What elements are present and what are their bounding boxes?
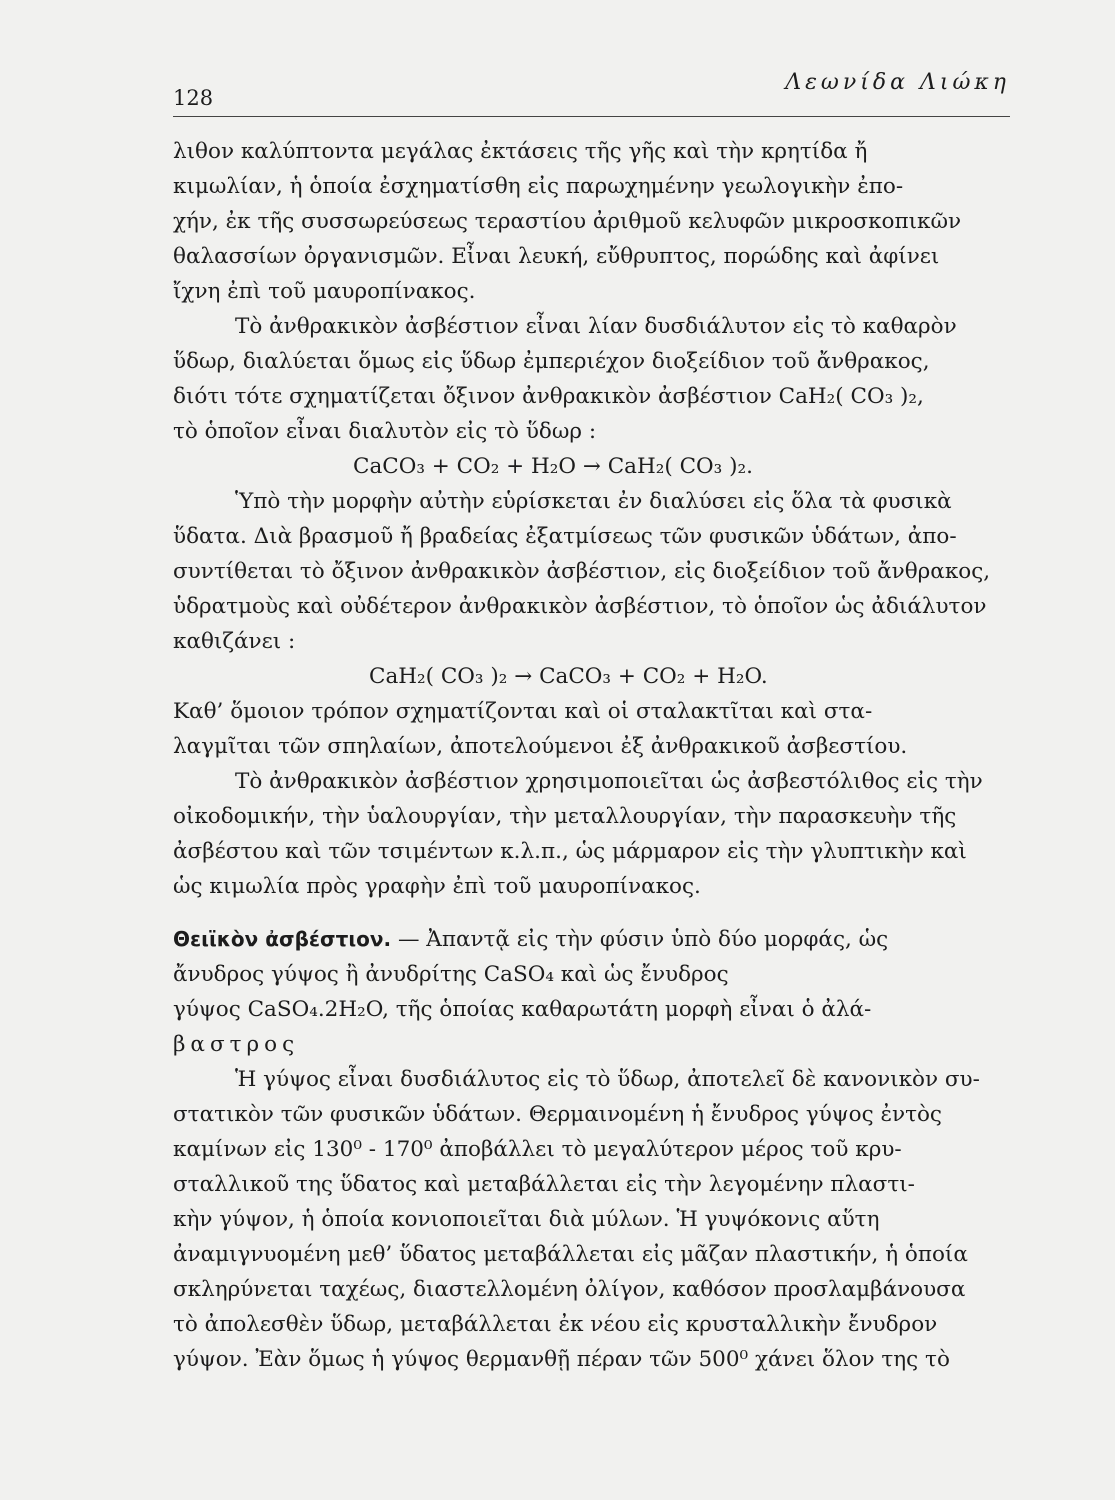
text-line: ὕδωρ, διαλύεται ὅμως εἰς ὕδωρ ἐμπεριέχον διοξείδιον τοῦ ἄνθρακος,: [173, 349, 930, 374]
section-heading: Θειϊκὸν ἀσβέστιον.: [173, 927, 392, 951]
text-line: τὸ ἀπολεσθὲν ὕδωρ, μεταβάλλεται ἐκ νέου εἰς κρυσταλλικὴν ἔνυδρον: [173, 1312, 938, 1337]
text-line: χήν, ἐκ τῆς συσσωρεύσεως τεραστίου ἀριθμοῦ κελυφῶν μικροσκοπικῶν: [173, 209, 962, 234]
text-line: Ἡ γύψος εἶναι δυσδιάλυτος εἰς τὸ ὕδωρ, ἀποτελεῖ δὲ κανονικὸν συ-: [235, 1067, 980, 1092]
text-line: τὸ ὁποῖον εἶναι διαλυτὸν εἰς τὸ ὕδωρ :: [173, 419, 597, 444]
text-line: συντίθεται τὸ ὄξινον ἀνθρακικὸν ἀσβέστιον, εἰς διοξείδιον τοῦ ἄνθρακος,: [173, 559, 991, 584]
chemical-equation: CaCO₃ + CO₂ + H₂O → CaH₂( CO₃ )₂.: [353, 454, 753, 479]
text-line: στατικὸν τῶν φυσικῶν ὑδάτων. Θερμαινομένη ἡ ἔνυδρος γύψος ἐντὸς: [173, 1102, 942, 1127]
text-line: ἀσβέστου καὶ τῶν τσιμέντων κ.λ.π., ὡς μάρμαρον εἰς τὴν γλυπτικὴν καὶ: [173, 839, 967, 864]
text-line: Ὑπὸ τὴν μορφὴν αὐτὴν εὑρίσκεται ἐν διαλύσει εἰς ὅλα τὰ φυσικὰ: [235, 489, 952, 514]
text-line: βαστρος: [173, 1032, 300, 1057]
text-line: Τὸ ἀνθρακικὸν ἀσβέστιον εἶναι λίαν δυσδιάλυτον εἰς τὸ καθαρὸν: [235, 314, 957, 339]
text-line: ἴχνη ἐπὶ τοῦ μαυροπίνακος.: [173, 279, 476, 304]
text-line: διότι τότε σχηματίζεται ὄξινον ἀνθρακικὸν ἀσβέστιον CaH₂( CO₃ )₂,: [173, 384, 924, 409]
text-line: κιμωλίαν, ἡ ὁποία ἐσχηματίσθη εἰς παρωχημένην γεωλογικὴν ἐπο-: [173, 174, 904, 199]
running-head: Λεωνίδα Λιώκη: [785, 70, 1010, 95]
text-line: καθιζάνει :: [173, 629, 296, 654]
section-heading-line: [173, 922, 1018, 957]
text-line: ὡς κιμωλία πρὸς γραφὴν ἐπὶ τοῦ μαυροπίνακος.: [173, 874, 701, 899]
text-line: ἄνυδρος γύψος ἢ ἀνυδρίτης CaSO₄ καὶ ὡς ἔνυδρος: [173, 962, 729, 987]
text-line: ἀναμιγνυομένη μεθ’ ὕδατος μεταβάλλεται εἰς μᾶζαν πλαστικήν, ἡ ὁποία: [173, 1242, 968, 1267]
text-line: σκληρύνεται ταχέως, διαστελλομένη ὀλίγον, καθόσον προσλαμβάνουσα: [173, 1277, 966, 1302]
chemical-equation: CaH₂( CO₃ )₂ → CaCO₃ + CO₂ + H₂O.: [369, 664, 768, 689]
section-gap: [173, 904, 1018, 922]
text-line: λαγμῖται τῶν σπηλαίων, ἀποτελούμενοι ἐξ ἀνθρακικοῦ ἀσβεστίου.: [173, 734, 908, 759]
text-line: λιθον καλύπτοντα μεγάλας ἐκτάσεις τῆς γῆς καὶ τὴν κρητίδα ἤ: [173, 139, 868, 164]
text-line: κὴν γύψον, ἡ ὁποία κονιοποιεῖται διὰ μύλων. Ἡ γυψόκονις αὕτη: [173, 1207, 880, 1232]
page-number: 128: [173, 86, 214, 110]
text-line: Τὸ ἀνθρακικὸν ἀσβέστιον χρησιμοποιεῖται ὡς ἀσβεστόλιθος εἰς τὴν: [235, 769, 983, 794]
header-rule: [173, 116, 1010, 117]
text-run: — Ἀπαντᾷ εἰς τὴν φύσιν ὑπὸ δύο μορφάς, ὡς: [391, 927, 889, 952]
text-line: οἰκοδομικήν, τὴν ὑαλουργίαν, τὴν μεταλλουργίαν, τὴν παρασκευὴν τῆς: [173, 804, 957, 829]
page-header: [173, 68, 1010, 112]
text-line: Καθ’ ὅμοιον τρόπον σχηματίζονται καὶ οἱ σταλακτῖται καὶ στα-: [173, 699, 873, 724]
text-line: ὑδρατμοὺς καὶ οὐδέτερον ἀνθρακικὸν ἀσβέστιον, τὸ ὁποῖον ὡς ἀδιάλυτον: [173, 594, 987, 619]
text-line: καμίνων εἰς 130⁰ - 170⁰ ἀποβάλλει τὸ μεγαλύτερον μέρος τοῦ κρυ-: [173, 1137, 902, 1162]
text-line: ὕδατα. Διὰ βρασμοῦ ἤ βραδείας ἐξατμίσεως τῶν φυσικῶν ὑδάτων, ἀπο-: [173, 524, 957, 549]
text-line: γύψον. Ἐὰν ὅμως ἡ γύψος θερμανθῇ πέραν τῶν 500⁰ χάνει ὅλον της τὸ: [173, 1347, 950, 1372]
text-line: θαλασσίων ὀργανισμῶν. Εἶναι λευκή, εὔθρυπτος, πορώδης καὶ ἀφίνει: [173, 244, 940, 269]
text-line: γύψος CaSO₄.2H₂O, τῆς ὁποίας καθαρωτάτη μορφὴ εἶναι ὁ ἀλά-: [173, 997, 872, 1022]
body-text: [173, 134, 1018, 1377]
text-line: σταλλικοῦ της ὕδατος καὶ μεταβάλλεται εἰς τὴν λεγομένην πλαστι-: [173, 1172, 915, 1197]
